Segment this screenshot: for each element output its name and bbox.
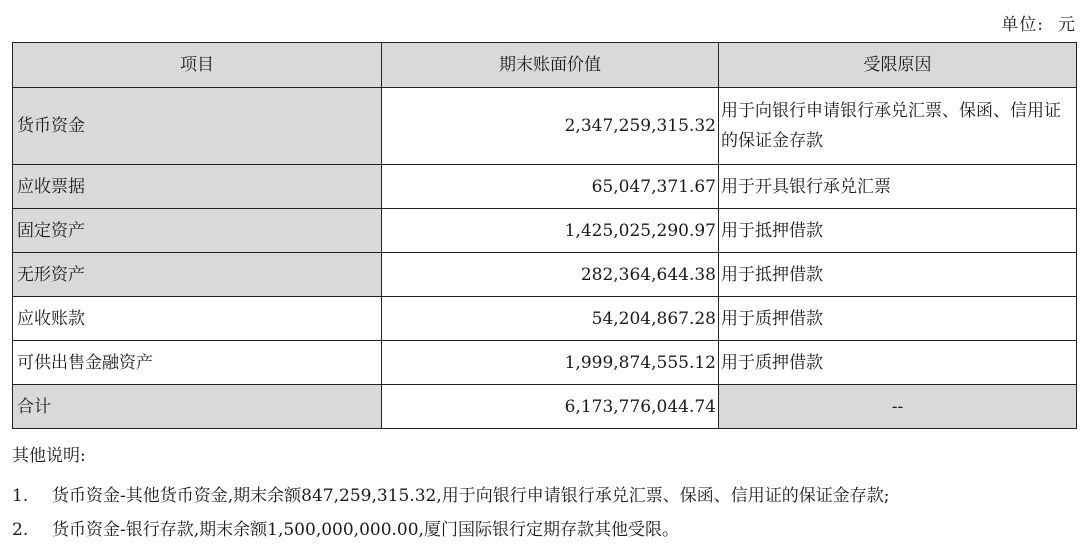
table-total-row [13,385,1077,429]
row-value: 2,347,259,315.32 [382,88,719,165]
note-text: 货币资金-银行存款,期末余额1,500,000,000.00,厦门国际银行定期存款其他受限。 [52,520,679,540]
table-row [13,88,1077,165]
total-value: 6,173,776,044.74 [382,385,719,429]
note-number: 2. [12,520,29,540]
row-item: 应收账款 [13,297,382,341]
restricted-assets-table [12,42,1077,429]
row-item: 固定资产 [13,209,382,253]
note-text: 货币资金-其他货币资金,期末余额847,259,315.32,用于向银行申请银行承兑汇票、保函、信用证的保证金存款; [52,486,890,506]
row-reason: 用于质押借款 [719,341,1077,385]
table-row [13,253,1077,297]
unit-indicator [1001,10,1076,35]
row-value: 65,047,371.67 [382,165,719,209]
header-item: 项目 [13,43,382,88]
row-item: 货币资金 [13,88,382,165]
table-row [13,297,1077,341]
unit-value: 元 [1058,15,1076,35]
header-restriction-reason: 受限原因 [719,43,1077,88]
table-row [13,165,1077,209]
unit-label: 单位: [1001,15,1044,35]
row-value: 54,204,867.28 [382,297,719,341]
table-row [13,341,1077,385]
row-item: 应收票据 [13,165,382,209]
row-reason: 用于抵押借款 [719,209,1077,253]
total-label: 合计 [13,385,382,429]
row-value: 282,364,644.38 [382,253,719,297]
row-value: 1,999,874,555.12 [382,341,719,385]
note-item [12,479,1072,513]
header-book-value: 期末账面价值 [382,43,719,88]
notes-section [12,443,1072,547]
table-header-row [13,43,1077,88]
row-value: 1,425,025,290.97 [382,209,719,253]
row-reason: 用于向银行申请银行承兑汇票、保函、信用证的保证金存款 [719,88,1077,165]
notes-title: 其他说明: [12,446,86,466]
row-reason: 用于质押借款 [719,297,1077,341]
row-item: 可供出售金融资产 [13,341,382,385]
row-reason: 用于抵押借款 [719,253,1077,297]
note-item [12,513,1072,547]
row-reason: 用于开具银行承兑汇票 [719,165,1077,209]
table-row [13,209,1077,253]
total-reason: -- [719,385,1077,429]
row-item: 无形资产 [13,253,382,297]
note-number: 1. [12,486,29,506]
